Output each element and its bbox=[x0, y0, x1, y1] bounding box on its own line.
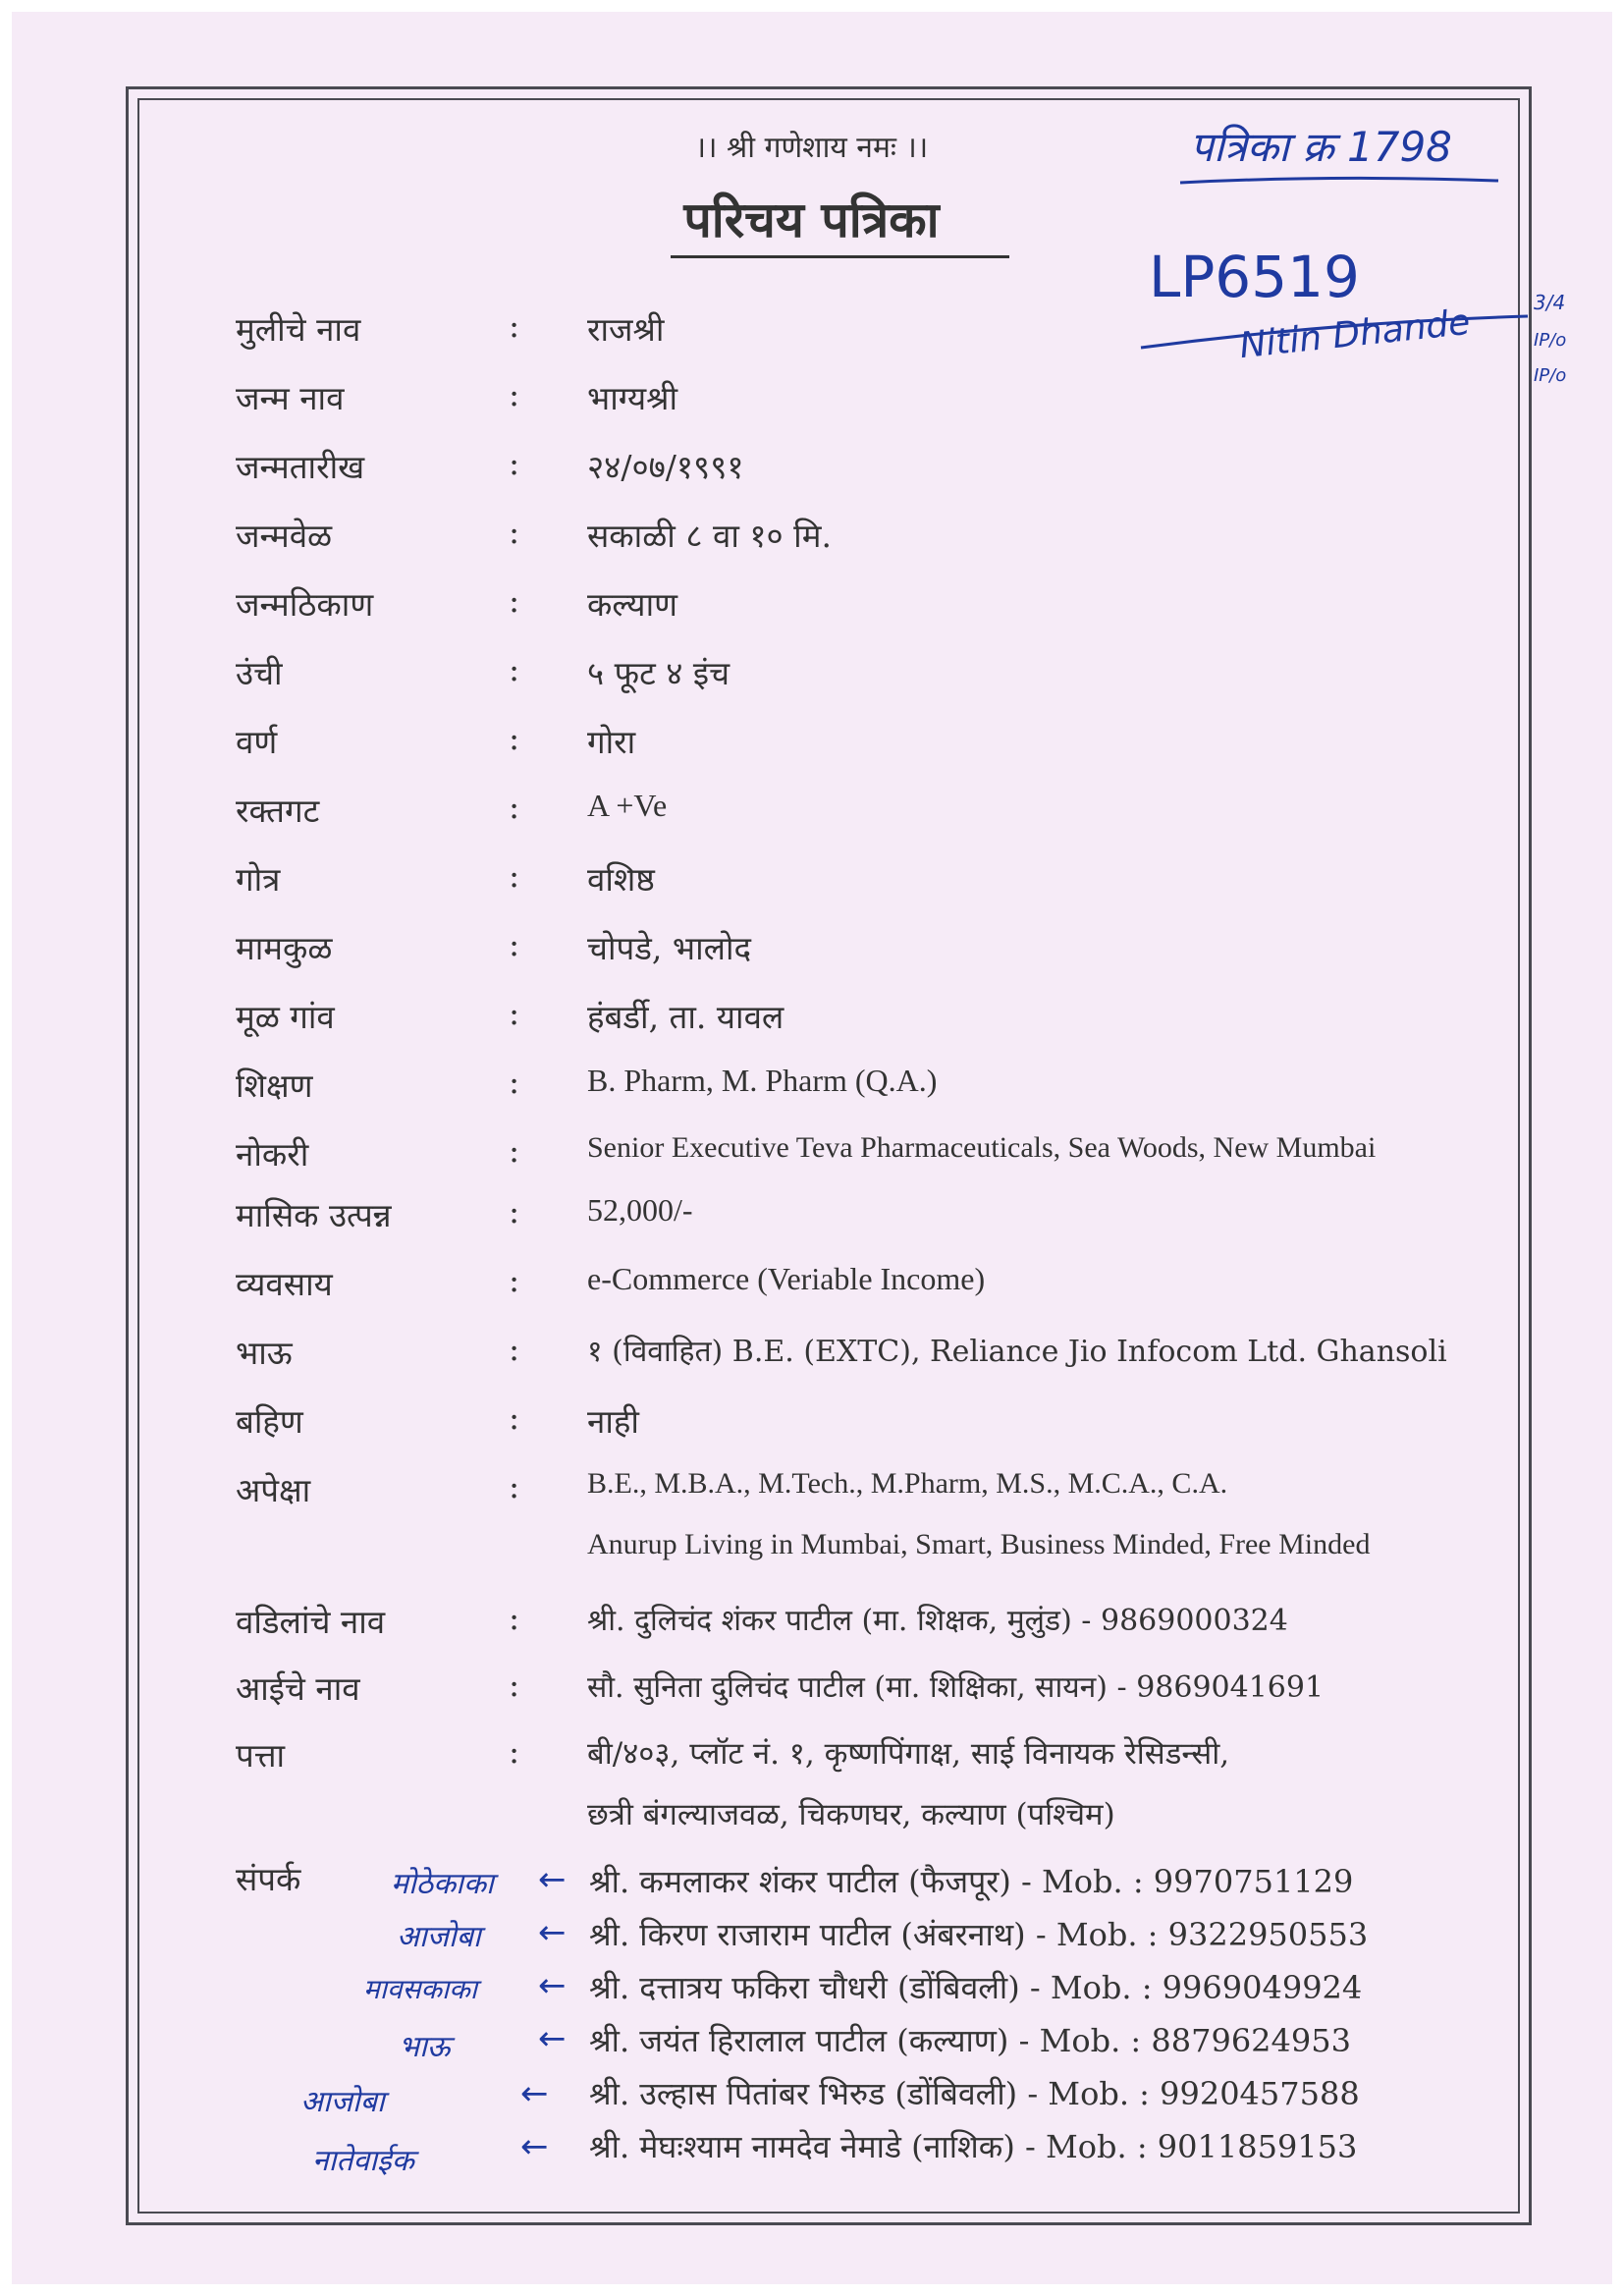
field-label: मासिक उत्पन्न bbox=[236, 1196, 392, 1234]
field-label: मूळ गांव bbox=[236, 998, 335, 1036]
field-label: वर्ण bbox=[236, 723, 278, 761]
field-row-birth-time bbox=[0, 513, 1623, 572]
field-row-father bbox=[0, 1599, 1623, 1658]
contact-line: श्री. मेघःश्याम नामदेव नेमाडे (नाशिक) - Mob. : 9011859153 bbox=[589, 2128, 1358, 2165]
field-row-business bbox=[0, 1261, 1623, 1320]
field-label: गोत्र bbox=[236, 860, 281, 899]
field-value-line2: छत्री बंगल्याजवळ, चिकणघर, कल्याण (पश्चिम) bbox=[587, 1797, 1115, 1832]
colon: : bbox=[509, 788, 520, 826]
colon: : bbox=[509, 1063, 520, 1101]
colon: : bbox=[509, 1467, 520, 1505]
field-label: जन्मतारीख bbox=[236, 448, 365, 486]
field-row-complexion bbox=[0, 719, 1623, 778]
field-row-mamkul bbox=[0, 925, 1623, 984]
colon: : bbox=[509, 1666, 520, 1704]
field-value: ५ फूट ४ इंच bbox=[587, 654, 730, 692]
field-label: पत्ता bbox=[236, 1736, 286, 1775]
handwritten-signature: Nitin Dhande bbox=[1237, 301, 1473, 367]
field-value: गोरा bbox=[587, 723, 636, 761]
field-row-monthly-income bbox=[0, 1192, 1623, 1251]
page-title: परिचय पत्रिका bbox=[683, 191, 940, 248]
contact-line: श्री. उल्हास पितांबर भिरुड (डोंबिवली) - Mob. : 9920457588 bbox=[589, 2075, 1360, 2112]
field-value: बी/४०३, प्लॉट नं. १, कृष्णपिंगाक्ष, साई विनायक रेसिडन्सी, bbox=[587, 1736, 1230, 1772]
handwritten-relation: मावसकाका bbox=[363, 1973, 478, 2005]
margin-note-3: IP/o bbox=[1534, 365, 1567, 386]
field-label: उंची bbox=[236, 654, 283, 692]
title-underline bbox=[671, 255, 1009, 258]
handwritten-relation: आजोबा bbox=[397, 1920, 481, 1954]
field-value: e-Commerce (Veriable Income) bbox=[587, 1261, 986, 1296]
arrow-left-icon: ← bbox=[538, 2019, 567, 2058]
field-label: बहिण bbox=[236, 1402, 303, 1441]
colon: : bbox=[509, 1599, 520, 1637]
field-label: अपेक्षा bbox=[236, 1471, 311, 1509]
field-row-gotra bbox=[0, 856, 1623, 915]
field-value: भाग्यश्री bbox=[587, 379, 678, 417]
margin-note-2: IP/o bbox=[1534, 330, 1567, 351]
field-label: मामकुळ bbox=[236, 929, 333, 967]
field-value: नाही bbox=[587, 1402, 639, 1441]
arrow-left-icon: ← bbox=[520, 2074, 549, 2113]
colon: : bbox=[509, 1261, 520, 1299]
field-value: राजश्री bbox=[587, 310, 665, 349]
field-row-mother bbox=[0, 1666, 1623, 1724]
field-value: हंबर्डी, ता. यावल bbox=[587, 998, 784, 1036]
field-row-expectations bbox=[0, 1467, 1623, 1585]
colon: : bbox=[509, 375, 520, 413]
arrow-left-icon: ← bbox=[538, 1966, 567, 2005]
handwritten-relation: भाऊ bbox=[399, 2030, 451, 2064]
colon: : bbox=[509, 1330, 520, 1368]
field-row-blood-group bbox=[0, 788, 1623, 847]
colon: : bbox=[509, 1398, 520, 1437]
field-row-height bbox=[0, 650, 1623, 709]
field-value: B. Pharm, M. Pharm (Q.A.) bbox=[587, 1063, 938, 1098]
field-value: २४/०७/१९९१ bbox=[587, 448, 744, 486]
field-row-sister bbox=[0, 1398, 1623, 1457]
handwritten-code: LP6519 bbox=[1149, 244, 1360, 310]
handwritten-relation: मोठेकाका bbox=[391, 1867, 494, 1901]
contact-label: संपर्क bbox=[236, 1860, 301, 1898]
contact-line: श्री. कमलाकर शंकर पाटील (फैजपूर) - Mob. : 9970751129 bbox=[589, 1863, 1354, 1900]
field-row-brother bbox=[0, 1330, 1623, 1389]
invocation-line: ।। श्री गणेशाय नमः ।। bbox=[694, 131, 929, 165]
field-value: Senior Executive Teva Pharmaceuticals, Sea Woods, New Mumbai bbox=[587, 1131, 1377, 1164]
field-label: रक्तगट bbox=[236, 792, 320, 830]
field-row-address bbox=[0, 1732, 1623, 1850]
handwritten-underline bbox=[1178, 173, 1502, 189]
field-label: मुलीचे नाव bbox=[236, 310, 361, 349]
colon: : bbox=[509, 1192, 520, 1230]
field-label: जन्मवेळ bbox=[236, 517, 333, 555]
contact-line: श्री. किरण राजाराम पाटील (अंबरनाथ) - Mob. : 9322950553 bbox=[589, 1916, 1369, 1953]
field-value: श्री. दुलिचंद शंकर पाटील (मा. शिक्षक, मुलुंड) - 9869000324 bbox=[587, 1604, 1288, 1638]
arrow-left-icon: ← bbox=[538, 1913, 567, 1952]
field-row-birth-name bbox=[0, 375, 1623, 434]
contact-line: श्री. दत्तात्रय फकिरा चौधरी (डोंबिवली) - Mob. : 9969049924 bbox=[589, 1969, 1363, 2006]
colon: : bbox=[509, 994, 520, 1032]
field-value: कल्याण bbox=[587, 585, 677, 624]
field-label: भाऊ bbox=[236, 1334, 293, 1372]
colon: : bbox=[509, 306, 520, 345]
colon: : bbox=[509, 581, 520, 620]
field-value: वशिष्ठ bbox=[587, 860, 655, 899]
field-value: 52,000/- bbox=[587, 1192, 693, 1228]
colon: : bbox=[509, 1732, 520, 1771]
field-value: १ (विवाहित) B.E. (EXTC), Reliance Jio Infocom Ltd. Ghansoli bbox=[587, 1335, 1447, 1369]
field-value: सकाळी ८ वा १० मि. bbox=[587, 517, 832, 555]
colon: : bbox=[509, 1131, 520, 1170]
field-label: वडिलांचे नाव bbox=[236, 1603, 386, 1641]
field-label: जन्मठिकाण bbox=[236, 585, 374, 624]
handwritten-relation: नातेवाईक bbox=[312, 2144, 414, 2178]
arrow-left-icon: ← bbox=[520, 2127, 549, 2166]
field-row-birth-date bbox=[0, 444, 1623, 503]
colon: : bbox=[509, 513, 520, 551]
colon: : bbox=[509, 650, 520, 688]
arrow-left-icon: ← bbox=[538, 1860, 567, 1899]
colon: : bbox=[509, 719, 520, 757]
colon: : bbox=[509, 444, 520, 482]
contact-line: श्री. जयंत हिरालाल पाटील (कल्याण) - Mob. : 8879624953 bbox=[589, 2022, 1351, 2059]
field-label: शिक्षण bbox=[236, 1066, 313, 1105]
field-row-birth-place bbox=[0, 581, 1623, 640]
colon: : bbox=[509, 856, 520, 895]
field-row-education bbox=[0, 1063, 1623, 1121]
handwritten-top-note: पत्रिका क्र 1798 bbox=[1190, 123, 1452, 171]
field-value: A +Ve bbox=[587, 788, 668, 823]
colon: : bbox=[509, 925, 520, 963]
handwritten-relation: आजोबा bbox=[300, 2085, 385, 2119]
field-label: आईचे नाव bbox=[236, 1669, 360, 1708]
field-row-job bbox=[0, 1131, 1623, 1190]
margin-note-1: 3/4 bbox=[1534, 291, 1566, 314]
field-value-line2: Anurup Living in Mumbai, Smart, Business Minded, Free Minded bbox=[587, 1528, 1371, 1560]
field-label: जन्म नाव bbox=[236, 379, 345, 417]
field-label: नोकरी bbox=[236, 1135, 309, 1174]
field-value: B.E., M.B.A., M.Tech., M.Pharm, M.S., M.C.A., C.A. bbox=[587, 1467, 1228, 1500]
field-row-native-village bbox=[0, 994, 1623, 1053]
field-label: व्यवसाय bbox=[236, 1265, 333, 1303]
field-value: चोपडे, भालोद bbox=[587, 929, 752, 967]
field-value: सौ. सुनिता दुलिचंद पाटील (मा. शिक्षिका, सायन) - 9869041691 bbox=[587, 1670, 1325, 1705]
field-row-name bbox=[0, 306, 1623, 365]
